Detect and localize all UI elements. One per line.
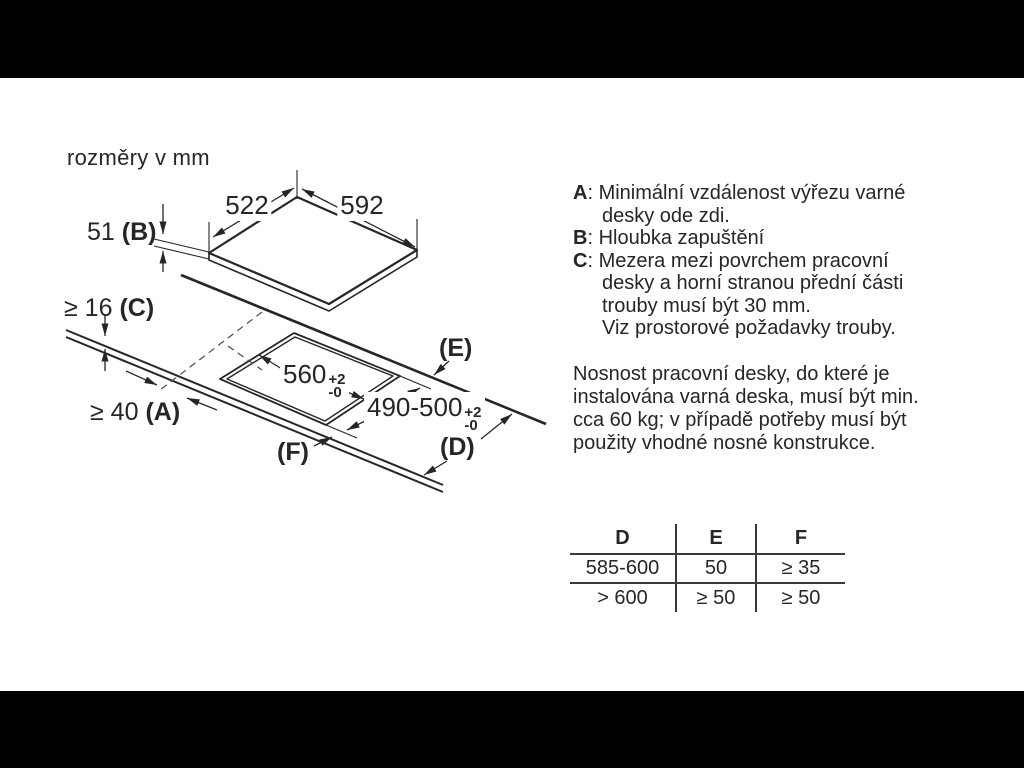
column-header-f: F <box>794 527 808 549</box>
units-note: rozměry v mm <box>67 145 210 170</box>
legend-item-a: A: Minimální vzdálenost výřezu varné desky ode zdi. <box>573 182 906 227</box>
tolerance-490-500: +2 -0 <box>464 404 482 434</box>
label-d: (D) <box>440 433 475 461</box>
column-header-e: E <box>675 524 757 553</box>
label-f: (F) <box>277 438 309 466</box>
label-e: (E) <box>439 334 473 362</box>
dim-592: 592 <box>337 190 386 221</box>
dim-51-b: 51 (B) <box>87 218 157 246</box>
load-capacity-paragraph: Nosnost pracovní desky, do které je instalována varná deska, musí být min. cca 60 kg; v případě potřeby musí být použity vhodné nosné konstrukce. <box>573 363 919 454</box>
dim-490-500: 490-500 +2 -0 <box>364 392 485 431</box>
dimension-legend <box>573 182 975 340</box>
legend-item-b: B: Hloubka zapuštění <box>573 227 765 249</box>
def-dimension-table: D E F 585-600 50 ≥ 35 > 600 ≥ 50 ≥ 50 <box>570 524 845 612</box>
tolerance-560: +2 -0 <box>328 371 346 401</box>
dim-522: 522 <box>222 190 271 221</box>
dim-16-c: ≥ 16 (C) <box>64 294 155 322</box>
dim-40-a: ≥ 40 (A) <box>90 398 181 426</box>
column-header-d: D <box>615 527 630 549</box>
legend-item-c: C: Mezera mezi povrchem pracovní desky a horní stranou přední části trouby musí být 30 mm. Viz prostorové požadavky trouby. <box>573 249 904 339</box>
dim-560: 560 +2 -0 <box>280 359 349 398</box>
